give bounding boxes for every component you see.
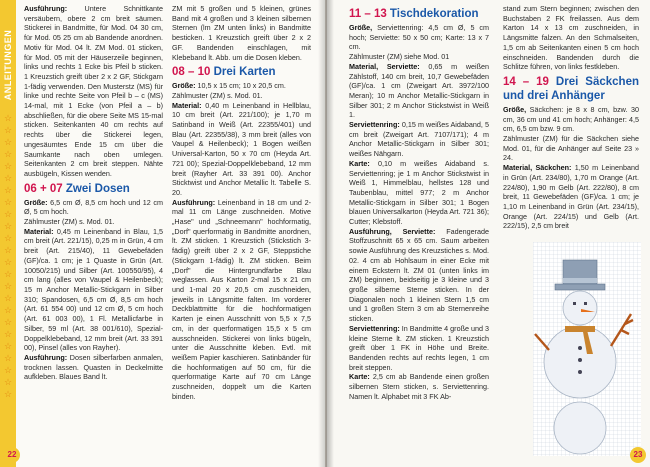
right-column-2: [503, 4, 639, 231]
right-column-1: [349, 4, 489, 401]
paragraph: [172, 4, 311, 62]
paragraph-text: stand zum Stern beginnen; zwischen den Buchstaben 2 FK freilassen. Aus dem Karton 14 x 13 cm zuschneiden, in Längsmitte falzen. An den Schmalseiten, 1,5 cm ab Seitenkanten einen 5 cm hoch einschneiden. Bandenden durch die Schlitze führen, von links festkleben.: [503, 4, 639, 72]
paragraph-text: Fadengerade Stoffzuschnitt 65 x 65 cm. Saum arbeiten sowie Ausführung des Kreuzstiches s. Mod. 02. 4 cm ab Hohlsaum in einer Ecke mit einem Eckstern lt. ZM 01 (unten links im ZM) beginnen, beidseitig je 3 kleine und 3 große silberne Sterne sticken. In der Diagonalen noch 1 kleinen Stern 1,5 cm und 1 großen Stern 3 cm ab Sternenreihe sticken.: [349, 226, 489, 324]
paragraph-label: Ausführung:: [24, 4, 68, 13]
paragraph-text: 0,10 m weißes Aidaband s. Serviettenring; je 1 m Anchor Stickstwist in Weiß 1, Himmelblau, hellstes 128 und Taubenblau, mittel 977; 2 m Anchor Metallic-Stickgarn in Silber 301; 1 Bogen blauen Universalkarton (Heyda Art. 721 36); Cutter; Klebstoff.: [349, 158, 489, 227]
paragraph-text: Säckchen: je 8 x 8 cm, bzw. 30 cm, 36 cm und 41 cm hoch; Anhänger: 4,5 cm, 6,5 cm bzw. 9 cm.: [503, 104, 639, 134]
paragraph-text: 6,5 cm Ø, 8,5 cm hoch und 12 cm Ø, 5 cm hoch.: [24, 197, 163, 217]
right-page: [327, 0, 650, 467]
paragraph-text: Leinenband in 18 cm und 2-mal 11 cm Länge zuschneiden. Motive „Hase" und „Schneemann" hochformatig, „Dorf" querformatig in Bandmitte anordnen, lt. ZM sticken. 1 Kreuzstich (Stickstich 3-fädig) greift über 2 x 2 GF, Steppstiche (Stickgarn 1-fädig) lt. ZM sticken. Beim „Dorf" die Hintergrundfarbe Blau weglassen. Aus Karton 2-mal 15 x 21 cm und 1-mal 20 x 20,5 cm zuschneiden, jeweils in Längsmitte falten. Im vorderer Deckblattmitte für die hochformatigen Karten je einen Ausschnitt von 5,5 x 7,5 cm, in der querformatigen 15,5 x 5 cm ausschneiden. Stickerei von links bügeln, unter die Ausschnitte kleben. Evtl. mit weißem Papier kaschieren. Satinbänder für die hochformatigen auf 50 cm, für die querformatige Karte auf 70 cm Länge zuschneiden, doppelt um die Karten binden.: [172, 197, 311, 401]
paragraph-text: Dosen silberfarben anmalen, trocknen lassen. Quasten in Deckelmitte aufkleben. Blaues Band lt.: [24, 352, 163, 382]
paragraph: [349, 324, 489, 373]
paragraph-label: Größe,: [349, 23, 373, 32]
paragraph: [172, 81, 311, 91]
paragraph-text: 0,40 m Leinenband in Hellblau, 10 cm breit (Art. 221/100); je 1,70 m Satinband in Weiß (Art. 22355/401) und Blau (Art. 22355/38), 3 mm breit (alles von Vaupel & Heilenbeck); 1 Bogen weißen Universal-Karton, 50 x 70 cm (Heyda Art. 721 00); Spezial-Doppelklebeband, 12 mm breit (Rayher Art. 33 391 00). Anchor Sticktwist und Anchor Metallic lt. Tabelle S. 20.: [172, 100, 311, 197]
paragraph: [172, 91, 311, 101]
paragraph-text: 0,15 m weißes Aidaband, 5 cm breit (Zweigart Art. 7107/171); 4 m Anchor Metallic-Stickgarn in Silber 301; weißes Nähgarn.: [349, 120, 489, 159]
paragraph: [349, 23, 489, 52]
instructions-sidebar: [0, 0, 16, 467]
snowman-cross-stitch-chart: [533, 242, 641, 456]
paragraph-label: Serviettenring:: [349, 120, 400, 130]
paragraph-text: Zählmuster (ZM) siehe Mod. 01: [349, 52, 450, 62]
paragraph-label: Ausführung, Serviette:: [349, 226, 436, 236]
paragraph-text: 1,50 m Leinenband in Grün (Art. 234/80), 1,70 m Orange (Art. 224/80), 1,90 m Gelb (Art. 222/80), 8 cm breit, 11 Gewebefäden (GF)/ca. 1 cm; je 1,10 m Leinenband in Grün (Art. 234/15), Orange (Art. 224/15) und Gelb (Art. 222/15), 2,5 cm breit: [503, 163, 639, 231]
paragraph: [349, 159, 489, 227]
paragraph: [503, 134, 639, 163]
section-heading-14-19: 14 – 19 Drei Säckchen und drei Anhänger: [503, 75, 639, 102]
paragraph-label: Ausführung:: [24, 352, 68, 362]
paragraph-label: Material:: [24, 226, 54, 236]
book-gutter: [318, 0, 334, 467]
section-heading-11-13: 11 – 13 Tischdekoration: [349, 8, 479, 20]
paragraph-label: Material, Serviette:: [349, 61, 420, 71]
paragraph: [349, 62, 489, 120]
paragraph-label: Serviettenring:: [349, 323, 400, 333]
paragraph-label: Größe:: [172, 81, 196, 91]
paragraph-text: 0,65 m weißen Zählstoff, 140 cm breit, 10,7 Gewebefäden (GF)/ca. 1 cm (Zweigart Art. 3972/100 Meran); 10 m Anchor Metallic-Stickgarn in Silber 301; 2 m Anchor Stickstwist in Weiß 1.: [349, 61, 489, 120]
paragraph-label: Karte:: [349, 372, 370, 382]
left-column-1: [24, 4, 163, 382]
paragraph: [349, 52, 489, 62]
section-heading-08-10: 08 – 10 Drei Karten: [172, 66, 276, 79]
star-icons: ☆ ☆ ☆ ☆ ☆ ☆ ☆ ☆ ☆ ☆ ☆ ☆ ☆ ☆ ☆ ☆ ☆ ☆ ☆ ☆ ☆ ☆ ☆ ☆: [3, 113, 13, 399]
paragraph-text: Serviettenring: 4,5 cm Ø, 5 cm hoch; Serviette: 50 x 50 cm; Karte: 13 x 7 cm.: [349, 23, 489, 52]
paragraph-label: Karte:: [349, 158, 370, 168]
paragraph-label: Ausführung:: [172, 197, 216, 207]
paragraph-text: Zählmuster (ZM) s. Mod. 01.: [172, 90, 263, 100]
paragraph-label: Größe,: [503, 104, 527, 114]
paragraph: [24, 353, 163, 382]
paragraph-text: 10,5 x 15 cm; 10 x 20,5 cm.: [195, 81, 286, 91]
page-number-left: 22: [4, 447, 20, 463]
left-column-2: [172, 4, 311, 401]
paragraph-text: Zählmuster (ZM) für die Säckchen siehe Mod. 01, für die Anhänger auf Seite 23 » 24.: [503, 134, 639, 163]
paragraph-text: Untere Schnittkante versäubern, obere 2 cm breit säumen. Stickerei in Bandmitte, für Mod. 04 30 cm, für Mod. 05 25 cm ab Bandende anordnen. Motiv für Mod. 04 lt. ZM Mod. 01 sticken, für Mod. 05 mit der Häuserzeile beginnen, links und rechts 1 Ecke bis Pfeil b sticken. 1 Kreuzstich greift über 2 x 2 GF, Stickgarn 1-fädig verwenden. Den Musterstz (MS) für linke und rechte Seite von Pfeil b – c (MS) 14-mal, mit 1 Ecke (von Pfeil a – b) abschließen, für die obere Seite MS 15-mal sticken. Seitenkanten 40 cm rechts auf rechts über die Stickerei legen, ungesäumtes Ende 15 cm über die Saumkante nach oben umlegen. Seitenkanten 2 cm breit steppen. Nähte ausbügeln, Kissen wenden.: [24, 4, 163, 178]
paragraph: [24, 217, 163, 227]
sidebar-label: ANLEITUNGEN: [3, 29, 13, 101]
paragraph-label: Material:: [172, 100, 202, 110]
paragraph: [503, 163, 639, 231]
paragraph-text: ZM mit 5 großen und 5 kleinen, grünes Band mit 4 großen und 3 kleinen silbernen Sternen (lm ZM unten links) in Bandmitte besticken. 1 Kreuzstich greift über 2 x 2 GF. Bandenden einschlagen, mit Klebeband lt. Abb. um die Dosen kleben.: [172, 4, 311, 62]
paragraph: [349, 120, 489, 159]
paragraph-text: In Bandmitte 4 große und 3 kleine Sterne lt. ZM sticken. 1 Kreuzstich greift über 1 FK in Höhe und Breite. Bandenden rechts auf rechts legen, 1 cm breit steppen.: [349, 323, 489, 372]
paragraph: [503, 4, 639, 72]
paragraph: [172, 101, 311, 198]
paragraph-text: 0,45 m Leinenband in Blau, 1,5 cm breit (Art. 221/15), 0,25 m in Grün, 4 cm breit (Art. 215/40), 11 Gewebefäden (GF)/ca. 1 cm; je 1 Quaste in Grün (Art. 10050/215) und Silber (Art. 100550/95), 4 cm lang (alles von Vaupel & Heilenbeck); 15 m Anchor Metallic-Stickgarn in Silber 310; Spandosen, 6,5 cm Ø, 8,5 cm hoch (Art. 61 554 00) und 12 cm Ø, 5 cm hoch (Art. 61 003 00), 1 Fl. Metallicfarbe in Silber, 59 ml (Art. 38 001/610), Spezial-Doppelklebeband, 12 mm breit (Art. 33 391 00), Pinsel (alles von Rayher).: [24, 226, 163, 353]
paragraph: [24, 4, 163, 179]
paragraph-text: 2,5 cm ab Bandende einen großen silbernen Stern sticken, s. Serviettenring. Namen lt. Alphabet mit 3 FK Ab-: [349, 372, 489, 401]
paragraph: [503, 105, 639, 134]
paragraph: [24, 198, 163, 217]
paragraph: [349, 227, 489, 324]
paragraph-label: Material, Säckchen:: [503, 163, 572, 173]
page-number-right: 23: [630, 447, 646, 463]
paragraph-text: Zählmuster (ZM) s. Mod. 01.: [24, 217, 115, 227]
paragraph: [24, 227, 163, 353]
paragraph: [172, 198, 311, 402]
section-heading-06-07: 06 + 07 Zwei Dosen: [24, 182, 130, 195]
paragraph: [349, 372, 489, 401]
paragraph-label: Größe:: [24, 197, 48, 207]
